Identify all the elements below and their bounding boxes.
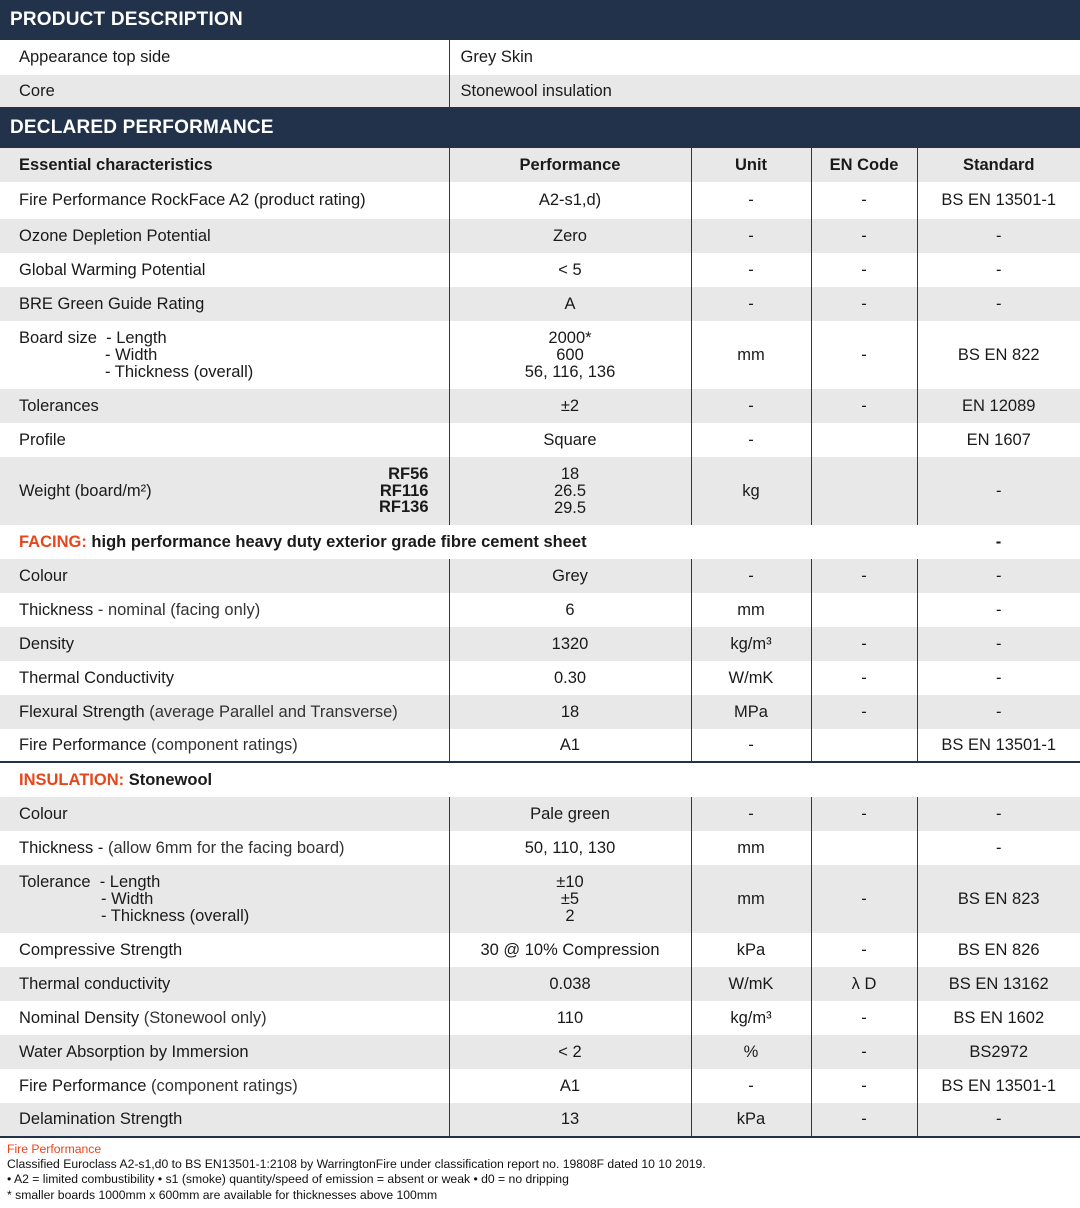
row-unit: - <box>691 182 811 219</box>
row-value: Grey Skin <box>449 40 1080 75</box>
row-en-code: - <box>811 559 917 593</box>
row-en-code: - <box>811 661 917 695</box>
product-description-table <box>0 40 1080 107</box>
row-performance <box>449 865 691 933</box>
table-row <box>0 75 1080 107</box>
declared-performance-table <box>0 148 1080 1138</box>
row-en-code: - <box>811 627 917 661</box>
row-en-code: - <box>811 695 917 729</box>
row-unit: - <box>691 729 811 762</box>
table-row <box>0 593 1080 627</box>
row-unit: - <box>691 287 811 321</box>
row-label <box>0 593 449 627</box>
weight-rf56-value: 18 <box>560 464 580 483</box>
row-en-code: λ D <box>811 967 917 1001</box>
row-performance: Pale green <box>449 797 691 831</box>
row-unit: mm <box>691 321 811 389</box>
row-en-code <box>811 831 917 865</box>
insulation-heading-row <box>0 762 1080 797</box>
row-standard: - <box>917 1103 1080 1137</box>
tolerance-thickness-value: 2 <box>565 906 575 925</box>
footer-legend-note: • A2 = limited combustibility • s1 (smoke) quantity/speed of emission = absent or weak • d0 = no dripping <box>7 1172 569 1187</box>
tolerance-thickness-label: - Thickness (overall) <box>101 906 250 925</box>
row-label: Fire Performance RockFace A2 (product rating) <box>0 182 449 219</box>
row-unit: - <box>691 1069 811 1103</box>
row-standard: BS EN 822 <box>917 321 1080 389</box>
table-row <box>0 182 1080 219</box>
row-performance: Grey <box>449 559 691 593</box>
row-performance: Zero <box>449 219 691 253</box>
table-row <box>0 865 1080 933</box>
board-size-width-label: - Width <box>105 345 158 364</box>
row-en-code <box>811 729 917 762</box>
row-en-code <box>811 593 917 627</box>
row-performance: ±2 <box>449 389 691 423</box>
row-unit: kg/m³ <box>691 627 811 661</box>
row-standard: - <box>917 559 1080 593</box>
row-standard: BS EN 13162 <box>917 967 1080 1001</box>
row-standard: BS EN 13501-1 <box>917 1069 1080 1103</box>
header-performance: Performance <box>449 148 691 182</box>
row-value: Stonewool insulation <box>449 75 1080 107</box>
row-en-code: - <box>811 321 917 389</box>
row-label: Colour <box>0 559 449 593</box>
row-en-code: - <box>811 219 917 253</box>
row-standard: - <box>917 287 1080 321</box>
row-standard: - <box>917 627 1080 661</box>
table-row <box>0 321 1080 389</box>
row-en-code <box>811 423 917 457</box>
row-unit: - <box>691 797 811 831</box>
row-standard: - <box>917 457 1080 525</box>
row-label-main: Fire Performance <box>19 1076 147 1095</box>
board-length-value: 2000* <box>548 328 592 347</box>
row-label-note: (allow 6mm for the facing board) <box>103 838 345 857</box>
table-row <box>0 1069 1080 1103</box>
tolerance-length-value: ±10 <box>556 872 584 891</box>
row-en-code: - <box>811 389 917 423</box>
table-row <box>0 695 1080 729</box>
row-en-code: - <box>811 253 917 287</box>
row-standard: BS2972 <box>917 1035 1080 1069</box>
row-performance: 6 <box>449 593 691 627</box>
row-standard: BS EN 1602 <box>917 1001 1080 1035</box>
table-row <box>0 797 1080 831</box>
insulation-label: INSULATION: <box>19 770 125 789</box>
row-label-note: (Stonewool only) <box>139 1008 267 1027</box>
row-performance: 18 <box>449 695 691 729</box>
row-performance: 1320 <box>449 627 691 661</box>
tolerance-width-label: - Width <box>101 889 154 908</box>
table-row <box>0 831 1080 865</box>
product-description-title: PRODUCT DESCRIPTION <box>0 0 1080 40</box>
row-unit: MPa <box>691 695 811 729</box>
table-row <box>0 729 1080 762</box>
row-label-main: Nominal Density <box>19 1008 140 1027</box>
row-en-code: - <box>811 1103 917 1137</box>
row-performance: A1 <box>449 729 691 762</box>
facing-label: FACING: <box>19 532 87 551</box>
row-unit: kPa <box>691 933 811 967</box>
row-standard: EN 1607 <box>917 423 1080 457</box>
table-header-row <box>0 148 1080 182</box>
row-standard: - <box>917 695 1080 729</box>
row-label: Tolerances <box>0 389 449 423</box>
table-row <box>0 1103 1080 1137</box>
row-label-note: (average Parallel and Transverse) <box>144 702 398 721</box>
row-performance: 0.038 <box>449 967 691 1001</box>
row-unit: % <box>691 1035 811 1069</box>
row-label-note: (component ratings) <box>146 1076 298 1095</box>
row-unit: - <box>691 389 811 423</box>
row-label: BRE Green Guide Rating <box>0 287 449 321</box>
row-en-code <box>811 457 917 525</box>
row-performance: Square <box>449 423 691 457</box>
table-row <box>0 253 1080 287</box>
row-unit: - <box>691 253 811 287</box>
row-performance: 30 @ 10% Compression <box>449 933 691 967</box>
weight-variant-rf116: RF116 <box>379 481 429 500</box>
row-performance: < 5 <box>449 253 691 287</box>
insulation-heading <box>0 762 1080 797</box>
row-en-code: - <box>811 933 917 967</box>
header-unit: Unit <box>691 148 811 182</box>
row-unit: mm <box>691 831 811 865</box>
table-row <box>0 457 1080 525</box>
row-label-main: Flexural Strength <box>19 702 145 721</box>
row-standard: BS EN 826 <box>917 933 1080 967</box>
row-standard: - <box>917 797 1080 831</box>
footer-classification-note: Classified Euroclass A2-s1,d0 to BS EN13501-1:2108 by WarringtonFire under classification report no. 19808F dated 10 10 2019. <box>7 1157 706 1172</box>
header-characteristic: Essential characteristics <box>0 148 449 182</box>
row-label-main: Fire Performance <box>19 735 147 754</box>
row-performance: 13 <box>449 1103 691 1137</box>
row-label: Appearance top side <box>0 40 449 75</box>
row-standard: - <box>917 219 1080 253</box>
row-performance <box>449 321 691 389</box>
row-label-note: - nominal (facing only) <box>93 600 261 619</box>
row-label: Profile <box>0 423 449 457</box>
row-label-note: (component ratings) <box>146 735 298 754</box>
row-standard: - <box>917 661 1080 695</box>
row-en-code: - <box>811 865 917 933</box>
table-row <box>0 933 1080 967</box>
weight-variant-rf136: RF136 <box>378 498 429 517</box>
row-label: Delamination Strength <box>0 1103 449 1137</box>
row-label <box>0 831 449 865</box>
row-en-code: - <box>811 1035 917 1069</box>
board-width-value: 600 <box>556 345 584 364</box>
row-label <box>0 729 449 762</box>
board-thickness-value: 56, 116, 136 <box>524 362 616 381</box>
row-performance: < 2 <box>449 1035 691 1069</box>
declared-performance-title: DECLARED PERFORMANCE <box>0 107 1080 148</box>
table-row <box>0 1001 1080 1035</box>
row-label-main: Thickness - <box>19 838 104 857</box>
row-label <box>0 1069 449 1103</box>
row-label: Colour <box>0 797 449 831</box>
facing-heading <box>0 525 917 559</box>
row-standard: - <box>917 253 1080 287</box>
row-unit: kg <box>691 457 811 525</box>
footer-board-size-note: * smaller boards 1000mm x 600mm are available for thicknesses above 100mm <box>7 1187 438 1202</box>
row-unit: - <box>691 423 811 457</box>
row-unit: mm <box>691 593 811 627</box>
row-en-code: - <box>811 287 917 321</box>
row-standard: BS EN 13501-1 <box>917 729 1080 762</box>
row-en-code: - <box>811 182 917 219</box>
row-standard: - <box>917 831 1080 865</box>
row-label: Thermal Conductivity <box>0 661 449 695</box>
footer-heading: Fire Performance <box>7 1142 102 1156</box>
row-label <box>0 1001 449 1035</box>
tolerance-length-label: Tolerance - Length <box>19 872 161 891</box>
tolerance-width-value: ±5 <box>560 889 580 908</box>
table-row <box>0 559 1080 593</box>
row-performance: A1 <box>449 1069 691 1103</box>
row-en-code: - <box>811 797 917 831</box>
row-performance: 110 <box>449 1001 691 1035</box>
row-label: Thermal conductivity <box>0 967 449 1001</box>
board-size-thickness-label: - Thickness (overall) <box>105 362 254 381</box>
row-unit: W/mK <box>691 967 811 1001</box>
row-performance: A <box>449 287 691 321</box>
table-row <box>0 219 1080 253</box>
row-performance: A2-s1,d) <box>449 182 691 219</box>
table-row <box>0 627 1080 661</box>
facing-description: high performance heavy duty exterior grade fibre cement sheet <box>86 532 587 551</box>
weight-label: Weight (board/m²) <box>19 481 152 500</box>
row-label <box>0 457 449 525</box>
row-en-code: - <box>811 1001 917 1035</box>
row-standard: BS EN 823 <box>917 865 1080 933</box>
table-row <box>0 40 1080 75</box>
row-performance: 0.30 <box>449 661 691 695</box>
row-performance: 50, 110, 130 <box>449 831 691 865</box>
weight-variant-rf56: RF56 <box>388 464 429 483</box>
table-row <box>0 389 1080 423</box>
insulation-description: Stonewool <box>124 770 213 789</box>
row-label: Ozone Depletion Potential <box>0 219 449 253</box>
row-unit: - <box>691 219 811 253</box>
weight-rf136-value: 29.5 <box>553 498 587 517</box>
row-label: Global Warming Potential <box>0 253 449 287</box>
row-standard: BS EN 13501-1 <box>917 182 1080 219</box>
row-label: Water Absorption by Immersion <box>0 1035 449 1069</box>
row-unit: kPa <box>691 1103 811 1137</box>
facing-standard: - <box>917 525 1080 559</box>
table-row <box>0 423 1080 457</box>
row-standard: - <box>917 593 1080 627</box>
row-unit: - <box>691 559 811 593</box>
table-row <box>0 287 1080 321</box>
row-label <box>0 321 449 389</box>
facing-heading-row <box>0 525 1080 559</box>
row-en-code: - <box>811 1069 917 1103</box>
row-label <box>0 695 449 729</box>
row-label-main: Thickness <box>19 600 94 619</box>
header-standard: Standard <box>917 148 1080 182</box>
row-unit: W/mK <box>691 661 811 695</box>
table-row <box>0 967 1080 1001</box>
row-unit: kg/m³ <box>691 1001 811 1035</box>
row-label: Core <box>0 75 449 107</box>
table-row <box>0 661 1080 695</box>
row-unit: mm <box>691 865 811 933</box>
row-performance <box>449 457 691 525</box>
row-label: Density <box>0 627 449 661</box>
row-label: Compressive Strength <box>0 933 449 967</box>
weight-variant-labels <box>379 466 449 516</box>
row-label <box>0 865 449 933</box>
weight-rf116-value: 26.5 <box>553 481 587 500</box>
table-row <box>0 1035 1080 1069</box>
board-size-length-label: Board size - Length <box>19 328 167 347</box>
footer-notes <box>7 1142 1077 1203</box>
row-standard: EN 12089 <box>917 389 1080 423</box>
header-en-code: EN Code <box>811 148 917 182</box>
